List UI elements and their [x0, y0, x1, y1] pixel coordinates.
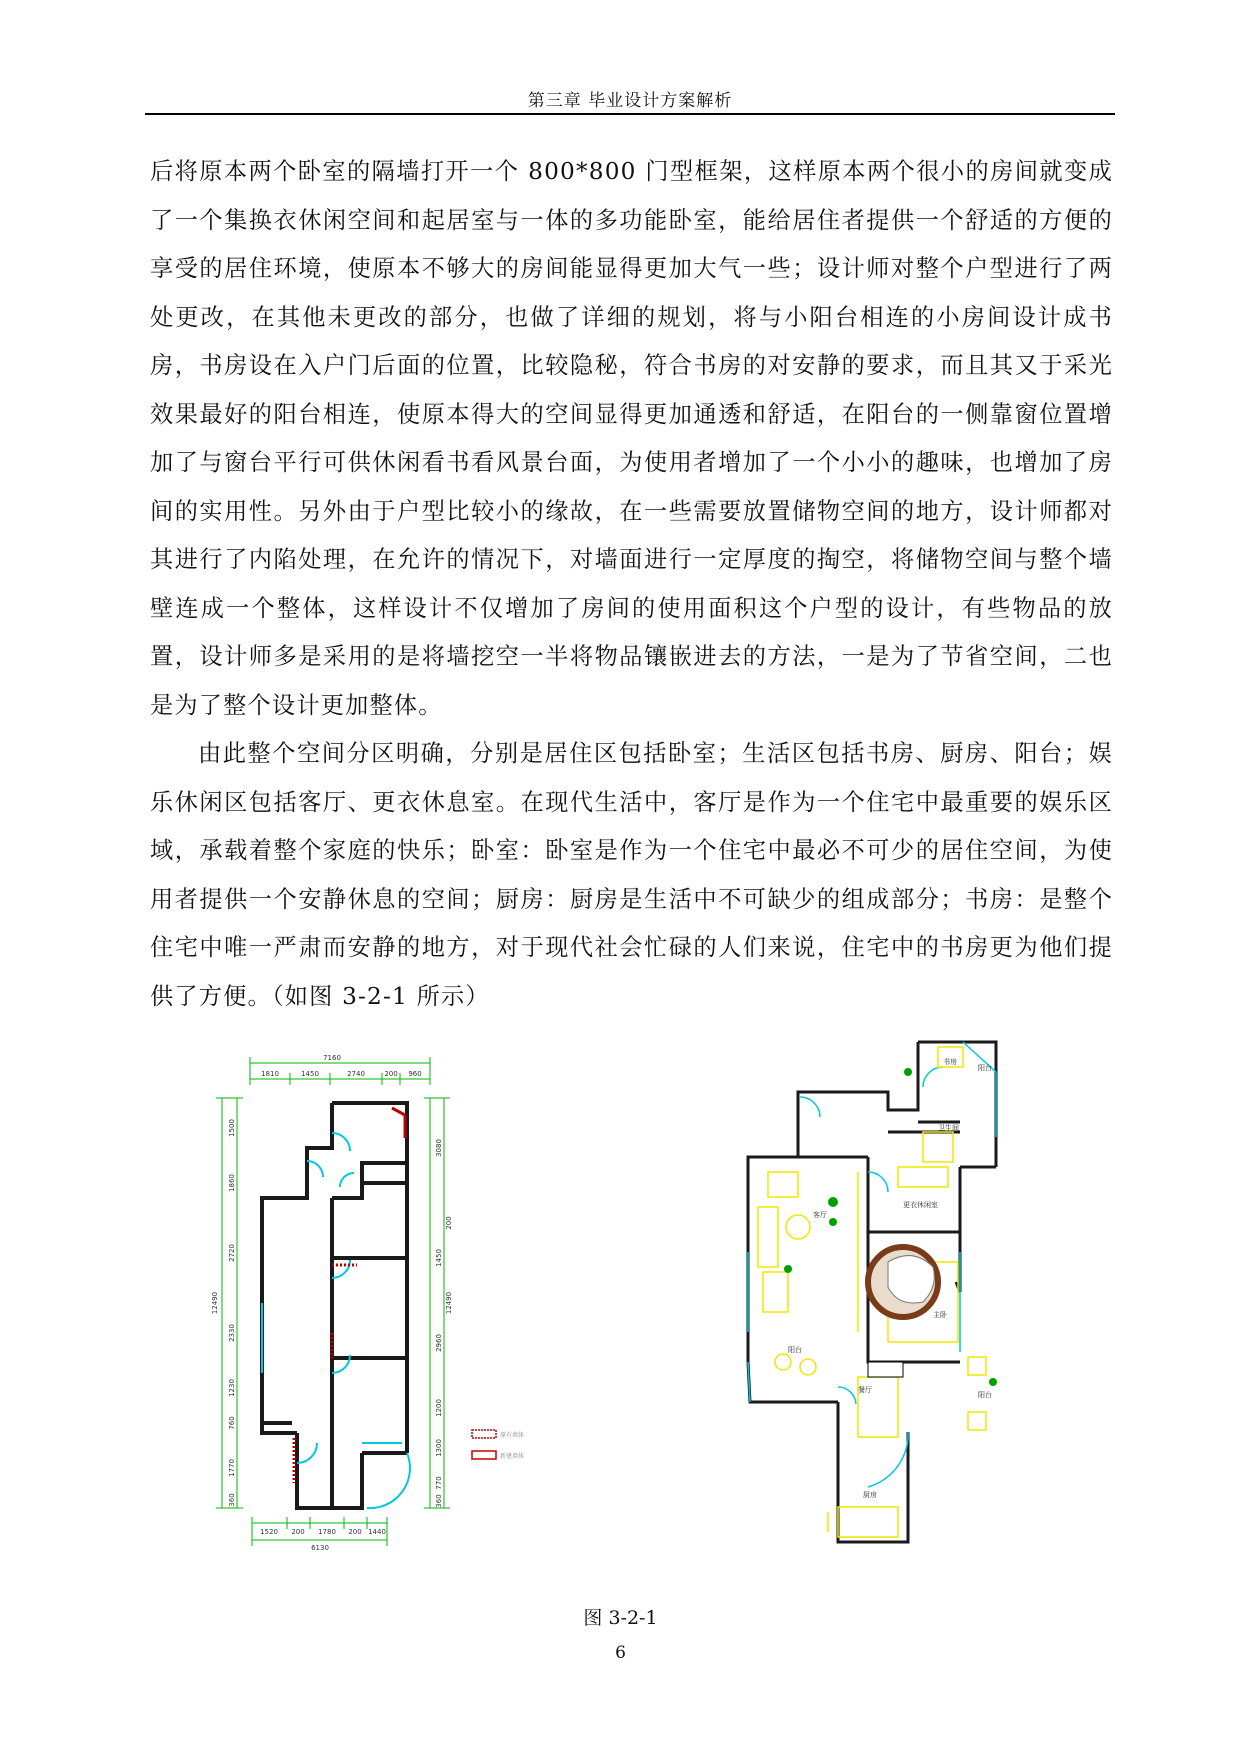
plan-walls: [262, 1103, 407, 1508]
label-master-bed: 主卧: [933, 1311, 947, 1319]
dim-right-4: 2960: [435, 1334, 443, 1352]
dim-left-3: 2720: [228, 1244, 236, 1262]
dim-right-2: 200: [445, 1216, 453, 1230]
bed-and-rug: [868, 1247, 938, 1377]
dim-right-7: 770: [435, 1476, 443, 1490]
dim-right-1: 3080: [435, 1139, 443, 1157]
furnished-floor-plan: [738, 1032, 1058, 1562]
label-dressing: 更衣休闲室: [903, 1201, 938, 1209]
figure-caption: 图 3-2-1: [583, 1607, 658, 1629]
label-balcony-3: 阳台: [978, 1391, 992, 1399]
dim-left-4: 2330: [228, 1324, 236, 1342]
header-rule: [145, 113, 1115, 115]
page-number: 6: [615, 1643, 626, 1663]
dim-right-3: 1450: [435, 1249, 443, 1267]
label-bathroom: 卫生间: [938, 1124, 959, 1132]
dim-left-5: 1230: [228, 1379, 236, 1397]
plan-legend: [472, 1430, 524, 1460]
dim-top-2: 1450: [301, 1070, 319, 1078]
legend-existing: 原有墙体: [500, 1432, 525, 1439]
dim-left-1: 1500: [228, 1119, 236, 1137]
paragraph-1: 后将原本两个卧室的隔墙打开一个 800*800 门型框架，这样原本两个很小的房间就变成了一个集换衣休闲空间和起居室与一体的多功能卧室，能给居住者提供一个舒适的方便的享受的居住环境，使原本不够大的房间能显得更加大气一些；设计师对整个户型进行了两处更改，在其他未更改的部分，也做了详细的规划，将与小阳台相连的小房间设计成书房，书房设在入户门后面的位置，比较隐秘，符合书房的对安静的要求，而且其又于采光效果最好的阳台相连，使原本得大的空间显得更加通透和舒适，在阳台的一侧靠窗位置增加了与窗台平行可供休闲看书看风景台面，为使用者增加了一个小小的趣味，也增加了房间的实用性。另外由于户型比较小的缘故，在一些需要放置储物空间的地方，设计师都对其进行了内陷处理，在允许的情况下，对墙面进行一定厚度的掏空，将储物空间与整个墙壁连成一个整体，这样设计不仅增加了房间的使用面积这个户型的设计，有些物品的放置，设计师多是采用的是将墙挖空一半将物品镶嵌进去的方法，一是为了节省空间，二也是为了整个设计更加整体。: [150, 158, 1113, 719]
dim-top-3: 2740: [347, 1070, 365, 1078]
label-living: 客厅: [813, 1211, 827, 1219]
label-dining: 餐厅: [858, 1386, 872, 1394]
dim-bottom-total: 6130: [311, 1544, 329, 1552]
label-kitchen: 厨房: [863, 1491, 877, 1499]
dim-left-total: 12490: [211, 1291, 219, 1315]
dim-top-total: 7160: [323, 1054, 341, 1062]
original-floor-plan: [211, 1043, 597, 1553]
label-balcony-1: 阳台: [978, 1064, 992, 1072]
dim-bottom-4: 200: [348, 1528, 362, 1536]
dim-top-1: 1810: [261, 1070, 279, 1078]
dim-left-6: 760: [228, 1416, 236, 1430]
dim-bottom-3: 1780: [318, 1528, 336, 1536]
dim-right-total: 12490: [445, 1291, 453, 1315]
dim-top-4: 200: [384, 1070, 398, 1078]
dim-left-8: 360: [228, 1493, 236, 1507]
dim-bottom-2: 200: [291, 1528, 305, 1536]
body-text: [150, 148, 1113, 1021]
label-balcony-2: 阳台: [788, 1346, 802, 1354]
dim-bottom-5: 1440: [368, 1528, 386, 1536]
dim-left-2: 1860: [228, 1174, 236, 1192]
dim-right-6: 1300: [435, 1439, 443, 1457]
dim-top-5: 960: [408, 1070, 422, 1078]
legend-new: 新建墙体: [500, 1453, 525, 1460]
dim-right-5: 1200: [435, 1399, 443, 1417]
plants: [784, 1068, 997, 1386]
dim-right-8: 360: [435, 1494, 443, 1508]
running-header: 第三章 毕业设计方案解析: [527, 91, 733, 111]
label-study: 书房: [943, 1058, 957, 1066]
paragraph-2: 由此整个空间分区明确，分别是居住区包括卧室；生活区包括书房、厨房、阳台；娱乐休闲区包括客厅、更衣休息室。在现代生活中，客厅是作为一个住宅中最重要的娱乐区域，承载着整个家庭的快乐；卧室：卧室是作为一个住宅中最必不可少的居住空间，为使用者提供一个安静休息的空间；厨房：厨房是生活中不可缺少的组成部分；书房：是整个住宅中唯一严肃而安静的地方，对于现代社会忙碌的人们来说，住宅中的书房更为他们提供了方便。（如图 3-2-1 所示）: [150, 740, 1113, 1010]
dim-left-7: 1770: [228, 1459, 236, 1477]
dim-bottom-1: 1520: [260, 1528, 278, 1536]
